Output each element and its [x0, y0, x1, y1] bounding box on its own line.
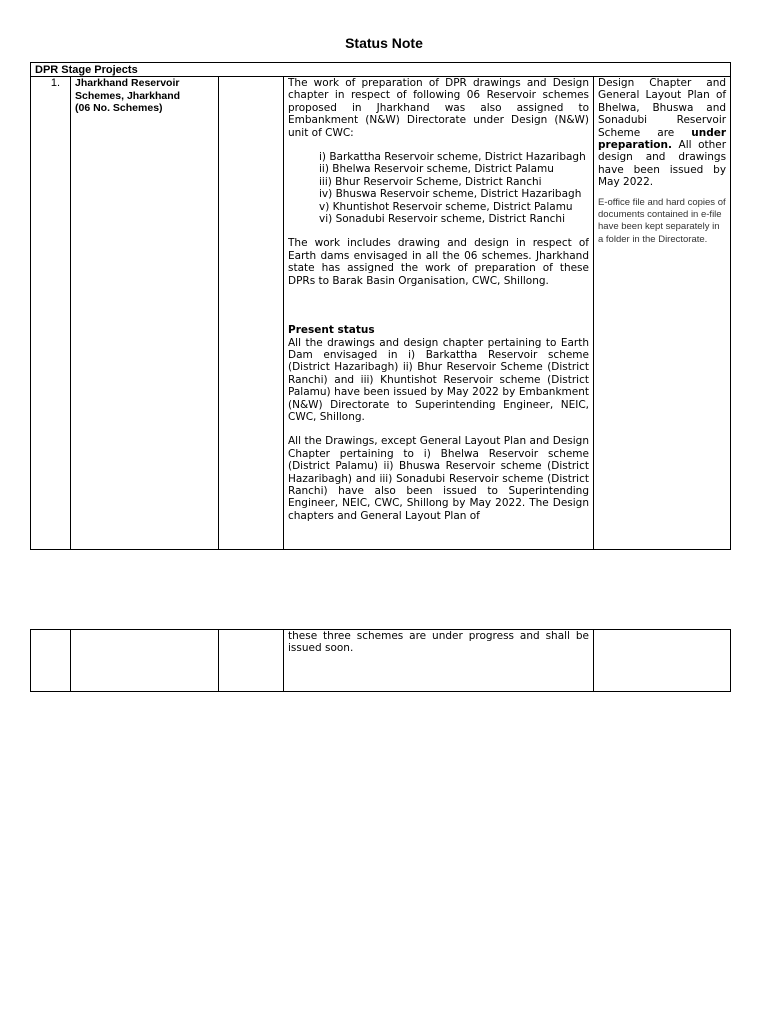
project-name: [71, 77, 219, 550]
status-details: [284, 77, 594, 550]
empty-cell: [31, 630, 71, 692]
list-item: iv) Bhuswa Reservoir scheme, District Hazaribagh: [319, 188, 582, 201]
remarks-part-2: All other design and drawings have been issued by May 2022.: [598, 139, 727, 189]
list-item: ii) Bhelwa Reservoir scheme, District Palamu: [319, 163, 554, 176]
list-item: vi) Sonadubi Reservoir scheme, District Ranchi: [319, 213, 565, 226]
list-item: i) Barkattha Reservoir scheme, District Hazaribagh: [319, 151, 586, 164]
project-name-line: Jharkhand Reservoir: [75, 77, 180, 89]
serial-number: 1.: [31, 77, 71, 550]
present-status-heading: Present status: [288, 324, 375, 337]
project-name-line: Schemes, Jharkhand: [75, 89, 181, 102]
intro-paragraph: The work of preparation of DPR drawings and Design chapter in respect of following 06 Reservoir schemes proposed in Jharkhand was also assigned to Embankment (N&W) Directorate under Design (N&W) unit of CWC:: [288, 77, 589, 139]
table-row: [31, 77, 731, 550]
remarks-note: E-office file and hard copies of documents contained in e-file have been kept separately in a folder in the Directorate.: [598, 196, 726, 245]
status-paragraph-2: All the Drawings, except General Layout Plan and Design Chapter pertaining to i) Bhelwa Reservoir scheme (District Palamu) ii) Bhuswa Reservoir scheme (District Hazaribagh) and iii) Sonadubi Reservoir scheme (District Ranchi) have also been issued to Superintending Engineer, NEIC, CWC, Shillong by May 2022. The Design chapters and General Layout Plan of: [288, 435, 589, 522]
empty-cell: [219, 77, 284, 550]
empty-cell: [594, 630, 731, 692]
scheme-list: [288, 151, 589, 225]
continuation-table: [30, 629, 731, 692]
remarks-cell: [594, 77, 731, 550]
continuation-text: these three schemes are under progress and shall be issued soon.: [284, 630, 594, 692]
remarks-text: [598, 77, 726, 189]
remarks-part-1: Design Chapter and General Layout Plan of Bhelwa, Bhuswa and Sonadubi Reservoir Scheme are: [598, 77, 727, 139]
status-paragraph-1: All the drawings and design chapter pertaining to Earth Dam envisaged in i) Barkattha Reservoir scheme (District Hazaribagh) ii) Bhur Reservoir Scheme (District Ranchi) and iii) Khuntishot Reservoir scheme (District Palamu) have been issued by May 2022 by Embankment (N&W) Directorate to Superintending Engineer, NEIC, CWC, Shillong.: [288, 336, 589, 423]
empty-cell: [71, 630, 219, 692]
table-row: [31, 630, 731, 692]
empty-cell: [219, 630, 284, 692]
scope-paragraph: The work includes drawing and design in respect of Earth dams envisaged in all the 06 schemes. Jharkhand state has assigned the work of preparation of these DPRs to Barak Basin Organisation, CWC, Shillong.: [288, 237, 589, 287]
project-name-line: (06 No. Schemes): [75, 102, 163, 114]
section-header-row: [31, 63, 731, 77]
status-table: [30, 62, 731, 550]
list-item: iii) Bhur Reservoir Scheme, District Ranchi: [319, 175, 542, 188]
section-header: DPR Stage Projects: [31, 63, 731, 77]
page-title: Status Note: [345, 35, 423, 51]
list-item: v) Khuntishot Reservoir scheme, District Palamu: [319, 200, 573, 213]
remarks-bold: under preparation.: [598, 126, 727, 152]
